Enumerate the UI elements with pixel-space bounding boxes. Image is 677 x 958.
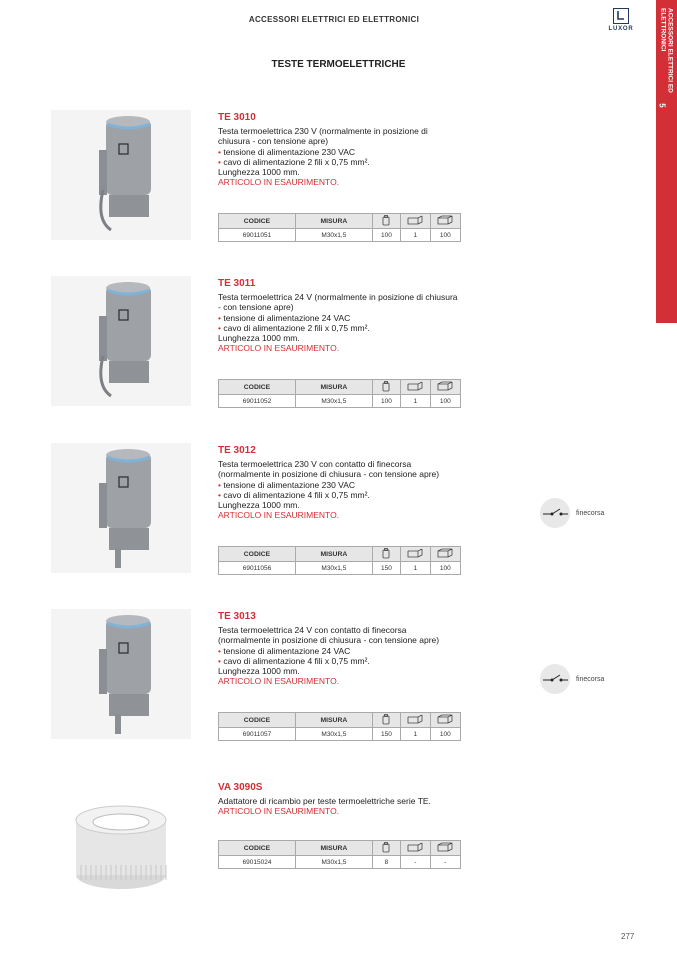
bullet-text: tensione di alimentazione 230 VAC bbox=[223, 146, 356, 157]
switch-icon bbox=[540, 498, 570, 528]
table-row bbox=[219, 229, 461, 242]
luxor-logo bbox=[603, 8, 639, 32]
product-code: VA 3090S bbox=[218, 782, 263, 793]
box-icon bbox=[401, 214, 430, 229]
header-codice: CODICE bbox=[219, 547, 296, 562]
availability-warning: ARTICOLO IN ESAURIMENTO. bbox=[218, 343, 340, 354]
description-intro: Testa termoelettrica 24 V con contatto di finecorsa (normalmente in posizione di chiusura - con tensione apre) bbox=[218, 625, 440, 646]
bullet-text: cavo di alimentazione 2 fili x 0,75 mm². bbox=[223, 156, 370, 167]
bullet-dot: • bbox=[218, 655, 224, 666]
cell-q2: 1 bbox=[401, 395, 430, 408]
cell-codice: 69011057 bbox=[219, 728, 296, 741]
cell-misura: M30x1,5 bbox=[295, 728, 372, 741]
description-bullet bbox=[218, 147, 458, 157]
cell-codice: 69011051 bbox=[219, 229, 296, 242]
bullet-text: cavo di alimentazione 2 fili x 0,75 mm². bbox=[223, 322, 370, 333]
cell-q3: 100 bbox=[430, 728, 460, 741]
cell-q3: 100 bbox=[430, 562, 460, 575]
finecorsa-badge bbox=[540, 498, 604, 528]
pack-icon bbox=[372, 841, 400, 856]
table-header-row bbox=[219, 214, 461, 229]
cell-q3: 100 bbox=[430, 229, 460, 242]
side-tab-text: ACCESSORI ELETTRICI ED ELETTRONICI bbox=[659, 8, 674, 93]
description-bullet bbox=[218, 646, 458, 656]
product-photo bbox=[51, 609, 191, 739]
cell-q2: 1 bbox=[401, 229, 430, 242]
section-title: TESTE TERMOELETTRICHE bbox=[271, 59, 406, 70]
product-description bbox=[218, 459, 458, 521]
carton-icon bbox=[430, 547, 460, 562]
product-description bbox=[218, 292, 458, 354]
bullet-text: tensione di alimentazione 24 VAC bbox=[223, 312, 351, 323]
description-intro: Adattatore di ricambio per teste termoelettriche serie TE. bbox=[218, 796, 431, 806]
bullet-text: cavo di alimentazione 4 fili x 0,75 mm². bbox=[223, 489, 370, 500]
header-misura: MISURA bbox=[295, 380, 372, 395]
cell-codice: 69011056 bbox=[219, 562, 296, 575]
description-intro: Testa termoelettrica 24 V (normalmente in posizione di chiusura - con tensione apre) bbox=[218, 292, 458, 313]
description-length: Lunghezza 1000 mm. bbox=[218, 167, 300, 178]
cell-q1: 100 bbox=[372, 395, 400, 408]
bullet-dot: • bbox=[218, 645, 224, 656]
page-number: 277 bbox=[621, 932, 635, 941]
bullet-dot: • bbox=[218, 489, 224, 500]
availability-warning: ARTICOLO IN ESAURIMENTO. bbox=[218, 510, 340, 521]
description-intro: Testa termoelettrica 230 V (normalmente in posizione di chiusura - con tensione apre) bbox=[218, 126, 428, 147]
finecorsa-badge bbox=[540, 664, 604, 694]
box-icon bbox=[401, 841, 430, 856]
spec-table bbox=[218, 840, 461, 869]
cell-codice: 69011052 bbox=[219, 395, 296, 408]
product-code: TE 3010 bbox=[218, 112, 256, 123]
table-header-row bbox=[219, 380, 461, 395]
table-header-row bbox=[219, 841, 461, 856]
availability-warning: ARTICOLO IN ESAURIMENTO. bbox=[218, 177, 340, 188]
finecorsa-label: finecorsa bbox=[576, 509, 605, 517]
pack-icon bbox=[372, 713, 400, 728]
cell-q1: 8 bbox=[372, 856, 400, 869]
cell-q2: 1 bbox=[401, 728, 430, 741]
description-bullet bbox=[218, 313, 458, 323]
bullet-dot: • bbox=[218, 146, 224, 157]
finecorsa-label: finecorsa bbox=[576, 675, 605, 683]
logo-text: LUXOR bbox=[608, 26, 634, 32]
spec-table bbox=[218, 379, 461, 408]
header-misura: MISURA bbox=[295, 713, 372, 728]
product-photo bbox=[51, 780, 191, 880]
header-codice: CODICE bbox=[219, 713, 296, 728]
cell-q3: - bbox=[430, 856, 460, 869]
description-bullet bbox=[218, 480, 458, 490]
description-bullet bbox=[218, 656, 458, 666]
bullet-dot: • bbox=[218, 322, 224, 333]
pack-icon bbox=[372, 380, 400, 395]
description-bullet bbox=[218, 157, 458, 167]
cell-misura: M30x1,5 bbox=[295, 395, 372, 408]
bullet-dot: • bbox=[218, 312, 224, 323]
table-header-row bbox=[219, 547, 461, 562]
product-code: TE 3011 bbox=[218, 278, 256, 289]
product-description bbox=[218, 625, 458, 687]
description-length: Lunghezza 1000 mm. bbox=[218, 500, 300, 511]
carton-icon bbox=[430, 214, 460, 229]
table-row bbox=[219, 395, 461, 408]
bullet-text: tensione di alimentazione 24 VAC bbox=[223, 645, 351, 656]
availability-warning: ARTICOLO IN ESAURIMENTO. bbox=[218, 676, 340, 687]
logo-mark bbox=[613, 8, 629, 24]
product-photo bbox=[51, 110, 191, 240]
header-codice: CODICE bbox=[219, 841, 296, 856]
cell-q2: - bbox=[401, 856, 430, 869]
cell-misura: M30x1,5 bbox=[295, 856, 372, 869]
bullet-text: tensione di alimentazione 230 VAC bbox=[223, 479, 356, 490]
pack-icon bbox=[372, 547, 400, 562]
description-bullet bbox=[218, 323, 458, 333]
cell-misura: M30x1,5 bbox=[295, 229, 372, 242]
availability-warning: ARTICOLO IN ESAURIMENTO. bbox=[218, 806, 340, 817]
bullet-dot: • bbox=[218, 479, 224, 490]
table-header-row bbox=[219, 713, 461, 728]
cell-q1: 150 bbox=[372, 728, 400, 741]
product-description bbox=[218, 126, 458, 188]
side-tab bbox=[656, 0, 677, 323]
product-code: TE 3012 bbox=[218, 445, 256, 456]
spec-table bbox=[218, 712, 461, 741]
description-length: Lunghezza 1000 mm. bbox=[218, 333, 300, 344]
product-photo bbox=[51, 276, 191, 406]
spec-table bbox=[218, 213, 461, 242]
cell-codice: 69015024 bbox=[219, 856, 296, 869]
description-intro: Testa termoelettrica 230 V con contatto di finecorsa (normalmente in posizione di chiusura - con tensione apre) bbox=[218, 459, 440, 480]
carton-icon bbox=[430, 841, 460, 856]
carton-icon bbox=[430, 380, 460, 395]
carton-icon bbox=[430, 713, 460, 728]
cell-q1: 150 bbox=[372, 562, 400, 575]
header-misura: MISURA bbox=[295, 841, 372, 856]
cell-q2: 1 bbox=[401, 562, 430, 575]
cell-misura: M30x1,5 bbox=[295, 562, 372, 575]
product-code: TE 3013 bbox=[218, 611, 256, 622]
table-row bbox=[219, 856, 461, 869]
bullet-dot: • bbox=[218, 156, 224, 167]
table-row bbox=[219, 728, 461, 741]
box-icon bbox=[401, 713, 430, 728]
product-description bbox=[218, 796, 458, 817]
header-misura: MISURA bbox=[295, 547, 372, 562]
box-icon bbox=[401, 547, 430, 562]
cell-q3: 100 bbox=[430, 395, 460, 408]
description-bullet bbox=[218, 490, 458, 500]
table-row bbox=[219, 562, 461, 575]
spec-table bbox=[218, 546, 461, 575]
box-icon bbox=[401, 380, 430, 395]
side-tab-number: 5 bbox=[657, 103, 667, 108]
header-title: ACCESSORI ELETTRICI ED ELETTRONICI bbox=[248, 15, 420, 24]
cell-q1: 100 bbox=[372, 229, 400, 242]
description-length: Lunghezza 1000 mm. bbox=[218, 666, 300, 677]
bullet-text: cavo di alimentazione 4 fili x 0,75 mm². bbox=[223, 655, 370, 666]
header-misura: MISURA bbox=[295, 214, 372, 229]
product-photo bbox=[51, 443, 191, 573]
header-codice: CODICE bbox=[219, 214, 296, 229]
pack-icon bbox=[372, 214, 400, 229]
switch-icon bbox=[540, 664, 570, 694]
header-codice: CODICE bbox=[219, 380, 296, 395]
